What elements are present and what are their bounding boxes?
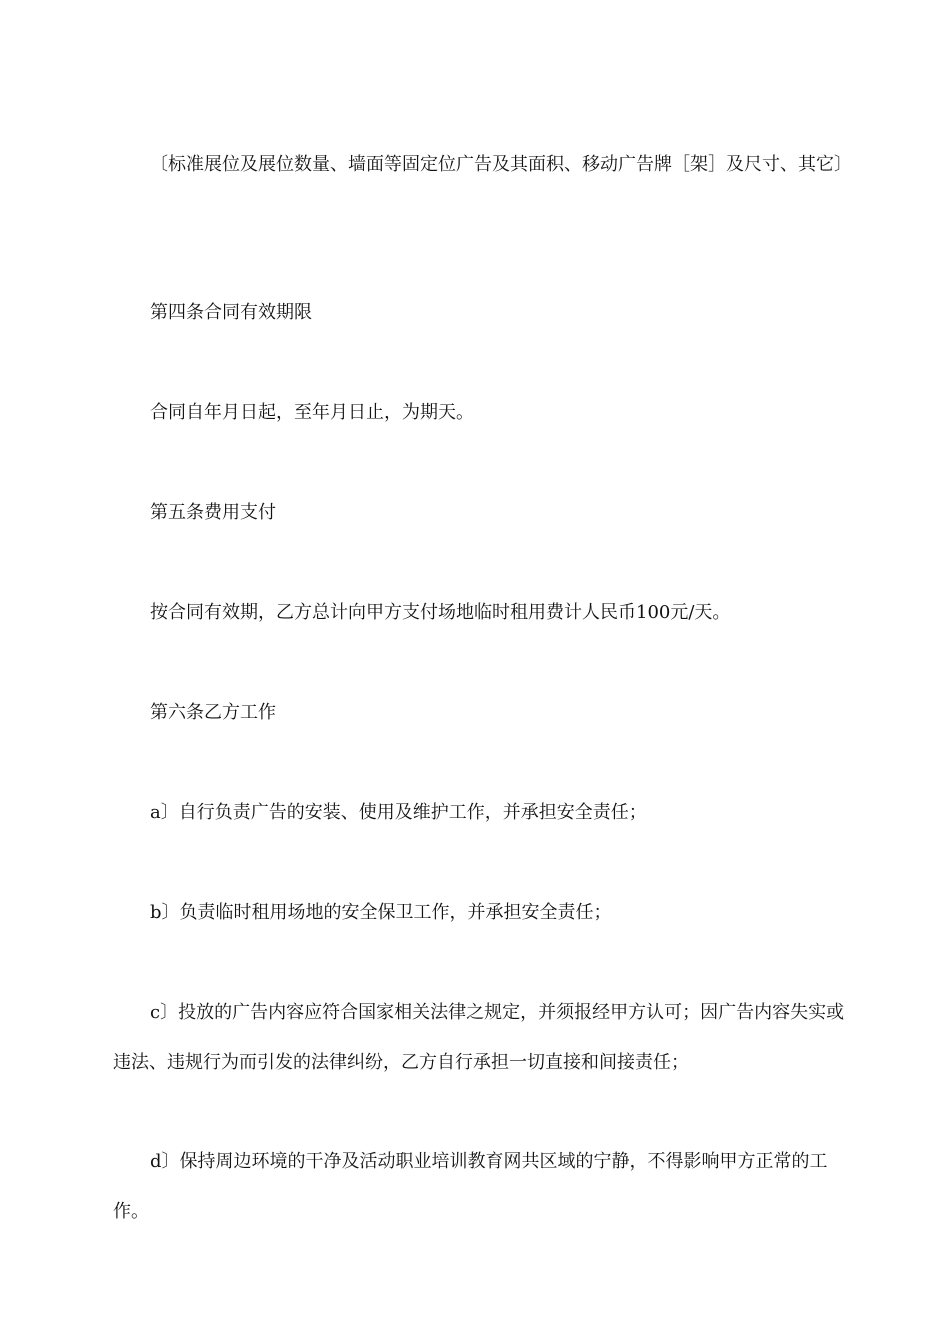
paragraph-fee-payment: 按合同有效期，乙方总计向甲方支付场地临时租用费计人民币100元/天。 bbox=[150, 602, 731, 623]
article-4-heading: 第四条合同有效期限 bbox=[150, 302, 312, 323]
article-5-heading: 第五条费用支付 bbox=[150, 502, 276, 523]
paragraph-display-items: 〔标准展位及展位数量、墙面等固定位广告及其面积、移动广告牌［架］及尺寸、其它〕 bbox=[150, 154, 852, 175]
clause-a: a〕自行负责广告的安装、使用及维护工作，并承担安全责任； bbox=[150, 802, 647, 823]
article-6-heading: 第六条乙方工作 bbox=[150, 702, 276, 723]
clause-c: c〕投放的广告内容应符合国家相关法律之规定，并须报经甲方认可；因广告内容失实或违法、违规行为而引发的法律纠纷，乙方自行承担一切直接和间接责任； bbox=[113, 1002, 845, 1073]
paragraph-contract-period: 合同自年月日起，至年月日止，为期天。 bbox=[150, 402, 474, 423]
clause-b: b〕负责临时租用场地的安全保卫工作，并承担安全责任； bbox=[150, 902, 612, 923]
clause-d: d〕保持周边环境的干净及活动职业培训教育网共区域的宁静，不得影响甲方正常的工作。 bbox=[113, 1151, 828, 1222]
